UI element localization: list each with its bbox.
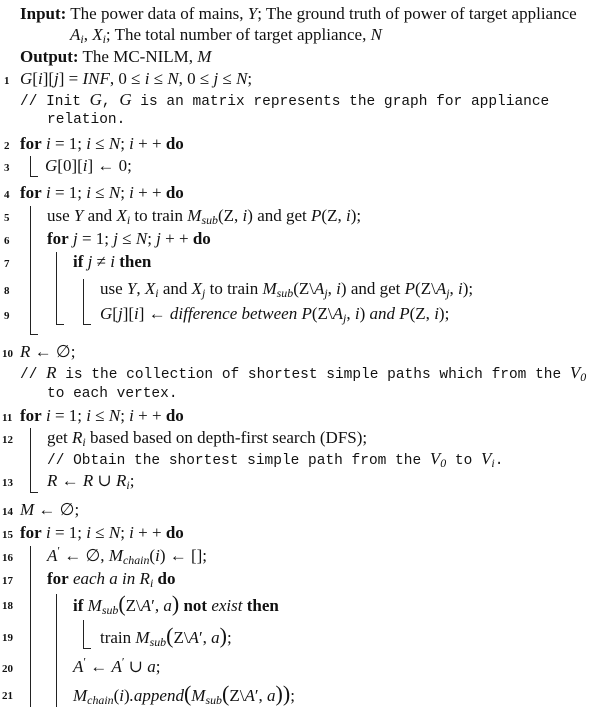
block-bar — [30, 206, 31, 334]
block-end — [83, 648, 91, 649]
block-end — [56, 324, 64, 325]
block-bar — [83, 279, 84, 324]
block-bar — [30, 156, 31, 176]
block-bar — [56, 252, 57, 324]
block-end — [30, 334, 38, 335]
block-bar — [83, 620, 84, 648]
output-label: Output: — [20, 47, 79, 66]
block-end — [30, 176, 38, 177]
block-bar — [30, 546, 31, 707]
input-label: Input: — [20, 4, 67, 23]
block-bar — [30, 428, 31, 492]
block-bar — [56, 594, 57, 707]
block-end — [83, 324, 91, 325]
block-end — [30, 492, 38, 493]
